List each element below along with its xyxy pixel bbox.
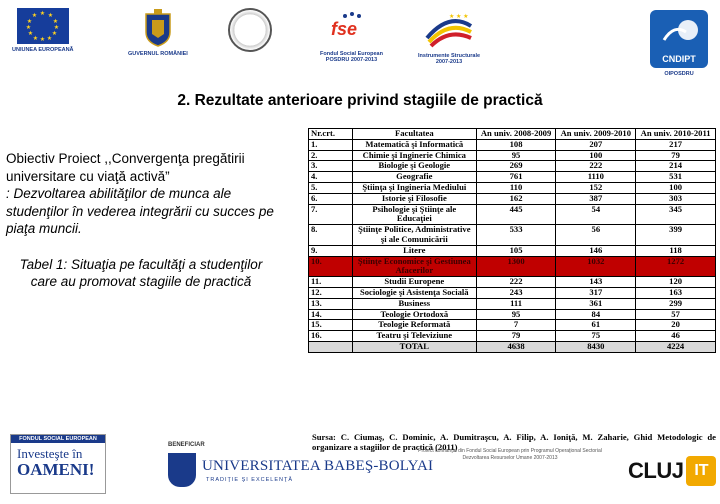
cndipt-label: CNDIPT — [662, 54, 696, 64]
table-row — [309, 309, 716, 320]
faculty-cell: Geografie — [352, 172, 476, 183]
ubb-crest-icon — [168, 453, 196, 487]
svg-text:★ ★ ★: ★ ★ ★ — [449, 14, 469, 20]
value-2008-2009: 761 — [476, 172, 556, 183]
row-number: 4. — [309, 172, 353, 183]
value-2010-2011: 120 — [636, 277, 716, 288]
row-number: 9. — [309, 245, 353, 256]
left-column — [6, 150, 276, 290]
row-number: 6. — [309, 193, 353, 204]
table-row — [309, 182, 716, 193]
value-2009-2010: 54 — [556, 204, 636, 225]
row-number: 7. — [309, 204, 353, 225]
table-total-row — [309, 341, 716, 352]
value-2010-2011: 303 — [636, 193, 716, 204]
header-logos — [0, 0, 720, 80]
value-2008-2009: 1300 — [476, 256, 556, 277]
faculty-cell: Business — [352, 298, 476, 309]
header-year-2: An univ. 2009-2010 — [556, 129, 636, 140]
value-2009-2010: 317 — [556, 287, 636, 298]
fse-mark-icon — [325, 8, 377, 48]
ministry-seal-icon — [228, 8, 272, 52]
value-2008-2009: 269 — [476, 161, 556, 172]
structural-logo — [418, 8, 480, 65]
table-row — [309, 161, 716, 172]
faculty-cell: Teatru şi Televiziune — [352, 331, 476, 342]
value-2009-2010: 84 — [556, 309, 636, 320]
value-2010-2011: 100 — [636, 182, 716, 193]
row-number: 5. — [309, 182, 353, 193]
value-2009-2010: 207 — [556, 139, 636, 150]
faculty-cell: Matematică şi Informatică — [352, 139, 476, 150]
table-row — [309, 150, 716, 161]
table-caption: Tabel 1: Situaţia pe facultăţi a studenţilor care au promovat stagiile de practică — [19, 256, 263, 289]
value-2009-2010: 152 — [556, 182, 636, 193]
table-row — [309, 277, 716, 288]
value-2008-2009: 95 — [476, 150, 556, 161]
gov-crest-icon — [143, 8, 173, 48]
value-2010-2011: 345 — [636, 204, 716, 225]
invest-line-1: Investeşte în — [17, 446, 83, 461]
value-2008-2009: 79 — [476, 331, 556, 342]
value-2008-2009: 110 — [476, 182, 556, 193]
value-2008-2009: 162 — [476, 193, 556, 204]
total-label: TOTAL — [352, 341, 476, 352]
row-number: 10. — [309, 256, 353, 277]
value-2010-2011: 57 — [636, 309, 716, 320]
total-2010-2011: 4224 — [636, 341, 716, 352]
objective-body: : Dezvoltarea abilităţilor de munca ale studenţilor în vederea integrării cu succes pe piaţa muncii. — [6, 186, 274, 236]
value-2009-2010: 146 — [556, 245, 636, 256]
cluj-it-box: IT — [686, 456, 716, 486]
total-blank — [309, 341, 353, 352]
value-2010-2011: 118 — [636, 245, 716, 256]
eu-logo — [12, 8, 74, 53]
invest-line-2: OAMENI! — [17, 460, 95, 479]
table-row — [309, 256, 716, 277]
table-row — [309, 225, 716, 246]
row-number: 8. — [309, 225, 353, 246]
cndipt-icon — [650, 10, 708, 68]
faculty-cell: Biologie şi Geologie — [352, 161, 476, 172]
value-2008-2009: 111 — [476, 298, 556, 309]
value-2010-2011: 531 — [636, 172, 716, 183]
table-row — [309, 245, 716, 256]
value-2010-2011: 20 — [636, 320, 716, 331]
value-2010-2011: 1272 — [636, 256, 716, 277]
value-2010-2011: 46 — [636, 331, 716, 342]
svg-text:fse: fse — [331, 19, 358, 39]
row-number: 2. — [309, 150, 353, 161]
fse-caption: Fondul Social European POSDRU 2007-2013 — [320, 51, 383, 64]
ubb-name: UNIVERSITATEA BABEŞ-BOLYAI — [202, 458, 434, 474]
value-2010-2011: 217 — [636, 139, 716, 150]
table-row — [309, 193, 716, 204]
value-2008-2009: 108 — [476, 139, 556, 150]
eu-caption: UNIUNEA EUROPEANĂ — [12, 47, 74, 53]
faculty-cell: Sociologie şi Asistenţa Socială — [352, 287, 476, 298]
cndipt-caption: OIPOSDRU — [664, 71, 694, 77]
faculty-cell: Litere — [352, 245, 476, 256]
value-2009-2010: 143 — [556, 277, 636, 288]
table-row — [309, 287, 716, 298]
header-faculty: Facultatea — [352, 129, 476, 140]
value-2008-2009: 95 — [476, 309, 556, 320]
faculty-cell: Ştiinţe Economice şi Gestiunea Afacerilor — [352, 256, 476, 277]
value-2008-2009: 445 — [476, 204, 556, 225]
ubb-subtitle: TRADIŢIE ŞI EXCELENŢĂ — [206, 477, 294, 483]
value-2008-2009: 105 — [476, 245, 556, 256]
table-row — [309, 331, 716, 342]
value-2010-2011: 214 — [636, 161, 716, 172]
value-2009-2010: 361 — [556, 298, 636, 309]
table-row — [309, 139, 716, 150]
header-nr: Nr.crt. — [309, 129, 353, 140]
value-2010-2011: 299 — [636, 298, 716, 309]
results-table — [308, 128, 716, 353]
table-row — [309, 320, 716, 331]
cndipt-logo — [650, 10, 708, 77]
value-2009-2010: 387 — [556, 193, 636, 204]
row-number: 14. — [309, 309, 353, 320]
source-citation: Sursa: C. Ciumaş, C. Dominic, A. Dumitraşcu, A. Filip, A. Ioniţă, M. Zaharie, Ghid Metodologic de organizare a stagiilor de practică (2011) — [312, 432, 716, 452]
results-table-wrap — [308, 128, 716, 353]
value-2009-2010: 1032 — [556, 256, 636, 277]
value-2009-2010: 75 — [556, 331, 636, 342]
faculty-cell: Teologie Reformată — [352, 320, 476, 331]
objective-title: Obiectiv Proiect ,,Convergenţa pregătirii universitare cu viaţă activă” — [6, 151, 245, 184]
value-2010-2011: 399 — [636, 225, 716, 246]
row-number: 13. — [309, 298, 353, 309]
row-number: 1. — [309, 139, 353, 150]
value-2009-2010: 56 — [556, 225, 636, 246]
value-2008-2009: 243 — [476, 287, 556, 298]
faculty-cell: Studii Europene — [352, 277, 476, 288]
footer-small-print: Proiect cofinanţat din Fondul Social European prin Programul Operaţional Sectorial Dezvoltarea Resurselor Umane 2007-2013 — [418, 448, 602, 461]
structural-instruments-icon — [423, 8, 475, 50]
header-year-3: An univ. 2010-2011 — [636, 129, 716, 140]
table-row — [309, 172, 716, 183]
table-row — [309, 204, 716, 225]
row-number: 16. — [309, 331, 353, 342]
faculty-cell: Chimie şi Inginerie Chimica — [352, 150, 476, 161]
total-2008-2009: 4638 — [476, 341, 556, 352]
page-title: 2. Rezultate anterioare privind stagiile de practică — [177, 92, 543, 109]
value-2008-2009: 222 — [476, 277, 556, 288]
value-2010-2011: 163 — [636, 287, 716, 298]
row-number: 12. — [309, 287, 353, 298]
faculty-cell: Teologie Ortodoxă — [352, 309, 476, 320]
ministry-logo — [228, 8, 272, 52]
faculty-cell: Psihologie şi Ştiinţe ale Educaţiei — [352, 204, 476, 225]
total-2009-2010: 8430 — [556, 341, 636, 352]
fse-bar-label: FONDUL SOCIAL EUROPEAN — [11, 435, 105, 443]
value-2008-2009: 7 — [476, 320, 556, 331]
value-2009-2010: 61 — [556, 320, 636, 331]
value-2009-2010: 1110 — [556, 172, 636, 183]
fse-logo — [320, 8, 383, 63]
cluj-text: CLUJ — [628, 458, 684, 483]
row-number: 11. — [309, 277, 353, 288]
faculty-cell: Ştiinţe Politice, Administrative şi ale Comunicării — [352, 225, 476, 246]
cluj-it-logo — [628, 456, 716, 486]
value-2009-2010: 222 — [556, 161, 636, 172]
eu-flag-icon: ★ ★ ★ ★ ★ ★ ★ ★ ★ ★ ★ ★ — [17, 8, 69, 44]
table-header-row — [309, 129, 716, 140]
faculty-cell: Istorie şi Filosofie — [352, 193, 476, 204]
value-2009-2010: 100 — [556, 150, 636, 161]
gov-caption: GUVERNUL ROMÂNIEI — [128, 51, 188, 57]
value-2010-2011: 79 — [636, 150, 716, 161]
structural-caption: Instrumente Structurale 2007-2013 — [418, 53, 481, 66]
beneficiar-label: BENEFICIAR — [168, 442, 205, 448]
row-number: 3. — [309, 161, 353, 172]
value-2008-2009: 533 — [476, 225, 556, 246]
table-row — [309, 298, 716, 309]
fse-invest-logo — [10, 434, 106, 494]
row-number: 15. — [309, 320, 353, 331]
gov-logo — [128, 8, 188, 57]
table-body — [309, 139, 716, 352]
faculty-cell: Ştiinţa şi Ingineria Mediului — [352, 182, 476, 193]
header-year-1: An univ. 2008-2009 — [476, 129, 556, 140]
